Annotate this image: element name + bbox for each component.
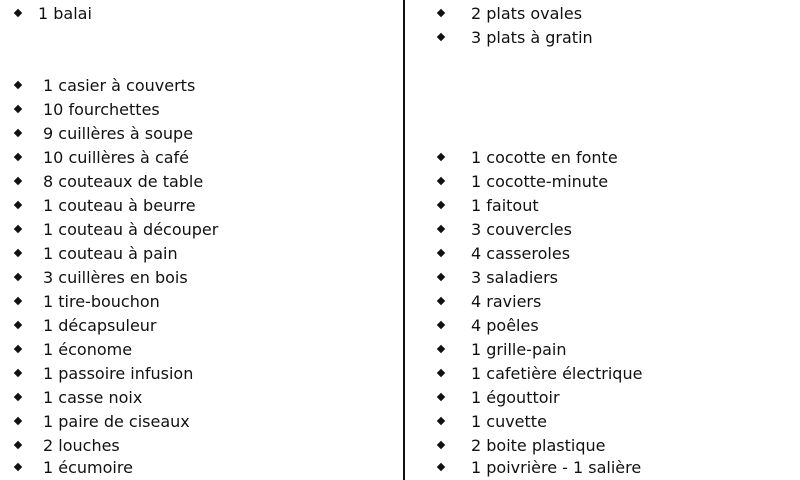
- diamond-bullet-icon: [14, 463, 22, 471]
- diamond-bullet-icon: [437, 345, 445, 353]
- list-item-label: 4 poêles: [471, 316, 539, 335]
- list-item-label: 1 couteau à pain: [43, 244, 178, 263]
- list-item-label: 3 couvercles: [471, 220, 572, 239]
- diamond-bullet-icon: [14, 9, 22, 17]
- diamond-bullet-icon: [437, 201, 445, 209]
- list-item-label: 10 cuillères à café: [43, 148, 190, 167]
- list-item-label: 1 écumoire: [43, 458, 133, 477]
- diamond-bullet-icon: [14, 345, 22, 353]
- list-item-label: 1 économe: [43, 340, 133, 359]
- list-item-label: 1 casier à couverts: [43, 76, 196, 95]
- diamond-bullet-icon: [14, 321, 22, 329]
- list-item-label: 1 cafetière électrique: [471, 364, 643, 383]
- diamond-bullet-icon: [437, 9, 445, 17]
- diamond-bullet-icon: [437, 273, 445, 281]
- diamond-bullet-icon: [14, 393, 22, 401]
- list-item-label: 1 couteau à découper: [43, 220, 219, 239]
- list-item-label: 2 boite plastique: [471, 436, 606, 455]
- diamond-bullet-icon: [14, 225, 22, 233]
- list-item-label: 1 poivrière - 1 salière: [471, 458, 642, 477]
- list-item-label: 1 couteau à beurre: [43, 196, 196, 215]
- list-item-label: 1 passoire infusion: [43, 364, 194, 383]
- diamond-bullet-icon: [14, 105, 22, 113]
- list-item-label: 1 tire-bouchon: [43, 292, 160, 311]
- list-item-label: 2 plats ovales: [471, 4, 583, 23]
- diamond-bullet-icon: [14, 297, 22, 305]
- diamond-bullet-icon: [14, 129, 22, 137]
- diamond-bullet-icon: [14, 249, 22, 257]
- diamond-bullet-icon: [14, 273, 22, 281]
- list-item-label: 1 faitout: [471, 196, 539, 215]
- diamond-bullet-icon: [437, 153, 445, 161]
- list-item-label: 1 cocotte en fonte: [471, 148, 618, 167]
- list-item-label: 4 casseroles: [471, 244, 571, 263]
- diamond-bullet-icon: [437, 297, 445, 305]
- diamond-bullet-icon: [437, 369, 445, 377]
- list-item-label: 1 cocotte-minute: [471, 172, 609, 191]
- list-item-label: 3 cuillères en bois: [43, 268, 188, 287]
- diamond-bullet-icon: [14, 153, 22, 161]
- list-item-label: 1 balai: [38, 4, 92, 23]
- diamond-bullet-icon: [437, 225, 445, 233]
- diamond-bullet-icon: [14, 201, 22, 209]
- diamond-bullet-icon: [14, 81, 22, 89]
- diamond-bullet-icon: [14, 441, 22, 449]
- list-item-label: 1 cuvette: [471, 412, 547, 431]
- list-item-label: 9 cuillères à soupe: [43, 124, 194, 143]
- diamond-bullet-icon: [437, 463, 445, 471]
- list-item-label: 1 égouttoir: [471, 388, 560, 407]
- list-item-label: 8 couteaux de table: [43, 172, 204, 191]
- diamond-bullet-icon: [437, 177, 445, 185]
- list-item-label: 10 fourchettes: [43, 100, 160, 119]
- list-item-label: 2 louches: [43, 436, 120, 455]
- list-item-label: 1 paire de ciseaux: [43, 412, 190, 431]
- list-item-label: 4 raviers: [471, 292, 542, 311]
- list-item-label: 3 saladiers: [471, 268, 559, 287]
- diamond-bullet-icon: [14, 177, 22, 185]
- diamond-bullet-icon: [437, 249, 445, 257]
- diamond-bullet-icon: [437, 417, 445, 425]
- diamond-bullet-icon: [437, 321, 445, 329]
- diamond-bullet-icon: [437, 33, 445, 41]
- diamond-bullet-icon: [14, 369, 22, 377]
- column-divider: [403, 0, 405, 480]
- list-item-label: 1 décapsuleur: [43, 316, 157, 335]
- diamond-bullet-icon: [14, 417, 22, 425]
- list-item-label: 1 grille-pain: [471, 340, 567, 359]
- diamond-bullet-icon: [437, 393, 445, 401]
- list-item-label: 3 plats à gratin: [471, 28, 593, 47]
- list-item-label: 1 casse noix: [43, 388, 143, 407]
- diamond-bullet-icon: [437, 441, 445, 449]
